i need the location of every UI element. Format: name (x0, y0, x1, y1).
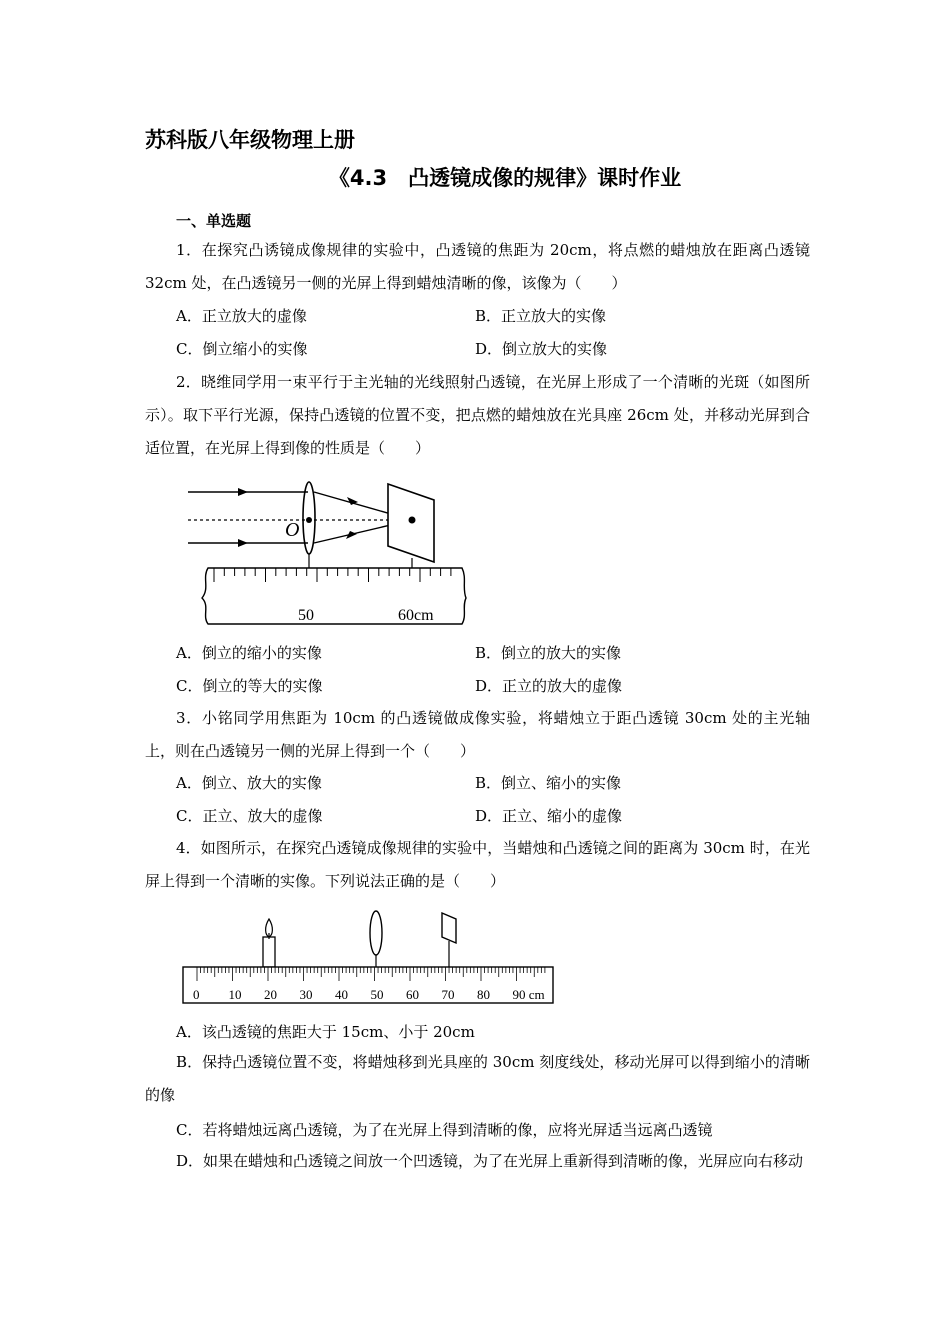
ruler-label: 50 (370, 987, 384, 1002)
question-4-option-b: B．保持凸透镜位置不变，将蜡烛移到光具座的 30cm 刻度线处，移动光屏可以得到缩小的清晰的像 (145, 1053, 810, 1104)
question-2-stem: 2．晓维同学用一束平行于主光轴的光线照射凸透镜，在光屏上形成了一个清晰的光斑（如图所示）。取下平行光源，保持凸透镜的位置不变，把点燃的蜡烛放在光具座 26cm 处，并移动光屏到合适位置，在光屏上得到像的性质是（ ） (145, 373, 810, 457)
document-subtitle: 《4.3 凸透镜成像的规律》课时作业 (328, 166, 682, 190)
question-1-option-d: D．倒立放大的实像 (475, 340, 608, 358)
optical-bench-figure (180, 905, 560, 1010)
question-4-option-a: A．该凸透镜的焦距大于 15cm、小于 20cm (176, 1023, 475, 1041)
document-title: 苏科版八年级物理上册 (145, 128, 355, 152)
ruler-label: 0 (193, 987, 200, 1002)
light-screen (442, 913, 456, 943)
ruler-label: 20 (264, 987, 277, 1002)
scale-label-60cm: 60cm (398, 607, 434, 624)
question-2-option-c: C．倒立的等大的实像 (176, 677, 323, 695)
ruler-label: 80 (477, 987, 490, 1002)
ruler-label: 30 (299, 987, 313, 1002)
convex-lens (370, 911, 382, 955)
scale-label-50: 50 (298, 607, 314, 624)
question-3-stem: 3．小铭同学用焦距为 10cm 的凸透镜做成像实验，将蜡烛立于距凸透镜 30cm 处的主光轴上，则在凸透镜另一侧的光屏上得到一个（ ） (145, 709, 810, 760)
question-2-option-b: B．倒立的放大的实像 (475, 644, 622, 662)
question-3-option-d: D．正立、缩小的虚像 (475, 807, 623, 825)
question-4-option-c: C．若将蜡烛远离凸透镜，为了在光屏上得到清晰的像，应将光屏适当远离凸透镜 (176, 1121, 713, 1139)
question-3-option-a: A．倒立、放大的实像 (176, 774, 322, 792)
question-1-option-c: C．倒立缩小的实像 (176, 340, 308, 358)
arrow-icon (238, 488, 248, 496)
question-1-option-a: A．正立放大的虚像 (176, 307, 307, 325)
question-1-stem: 1．在探究凸诱镜成像规律的实验中，凸透镜的焦距为 20cm，将点燃的蜡烛放在距离凸透镜 32cm 处，在凸透镜另一侧的光屏上得到蜡烛清晰的像，该像为（ ） (145, 241, 810, 292)
ruler-label: 10 (228, 987, 242, 1002)
question-4-option-d: D．如果在蜡烛和凸透镜之间放一个凹透镜，为了在光屏上重新得到清晰的像，光屏应向右移动 (176, 1152, 804, 1170)
focus-spot (409, 517, 416, 524)
question-1-option-b: B．正立放大的实像 (475, 307, 607, 325)
question-3-option-b: B．倒立、缩小的实像 (475, 774, 622, 792)
ruler-label: 60 (406, 987, 419, 1002)
lens-focus-figure (180, 470, 470, 630)
question-3-option-c: C．正立、放大的虚像 (176, 807, 323, 825)
section-heading: 一、单选题 (176, 212, 252, 230)
ruler-label: 40 (335, 987, 348, 1002)
question-2-option-a: A．倒立的缩小的实像 (176, 644, 322, 662)
ruler-label: 90 cm (512, 987, 545, 1002)
candle (263, 937, 275, 967)
ruler-label: 70 (441, 987, 455, 1002)
arrow-icon (238, 539, 248, 547)
question-2-option-d: D．正立的放大的虚像 (475, 677, 623, 695)
question-4-stem: 4．如图所示，在探究凸透镜成像规律的实验中，当蜡烛和凸透镜之间的距离为 30cm 时，在光屏上得到一个清晰的实像。下列说法正确的是（ ） (145, 839, 810, 890)
lens-label: O (285, 519, 300, 541)
lens-center-dot (306, 517, 312, 523)
